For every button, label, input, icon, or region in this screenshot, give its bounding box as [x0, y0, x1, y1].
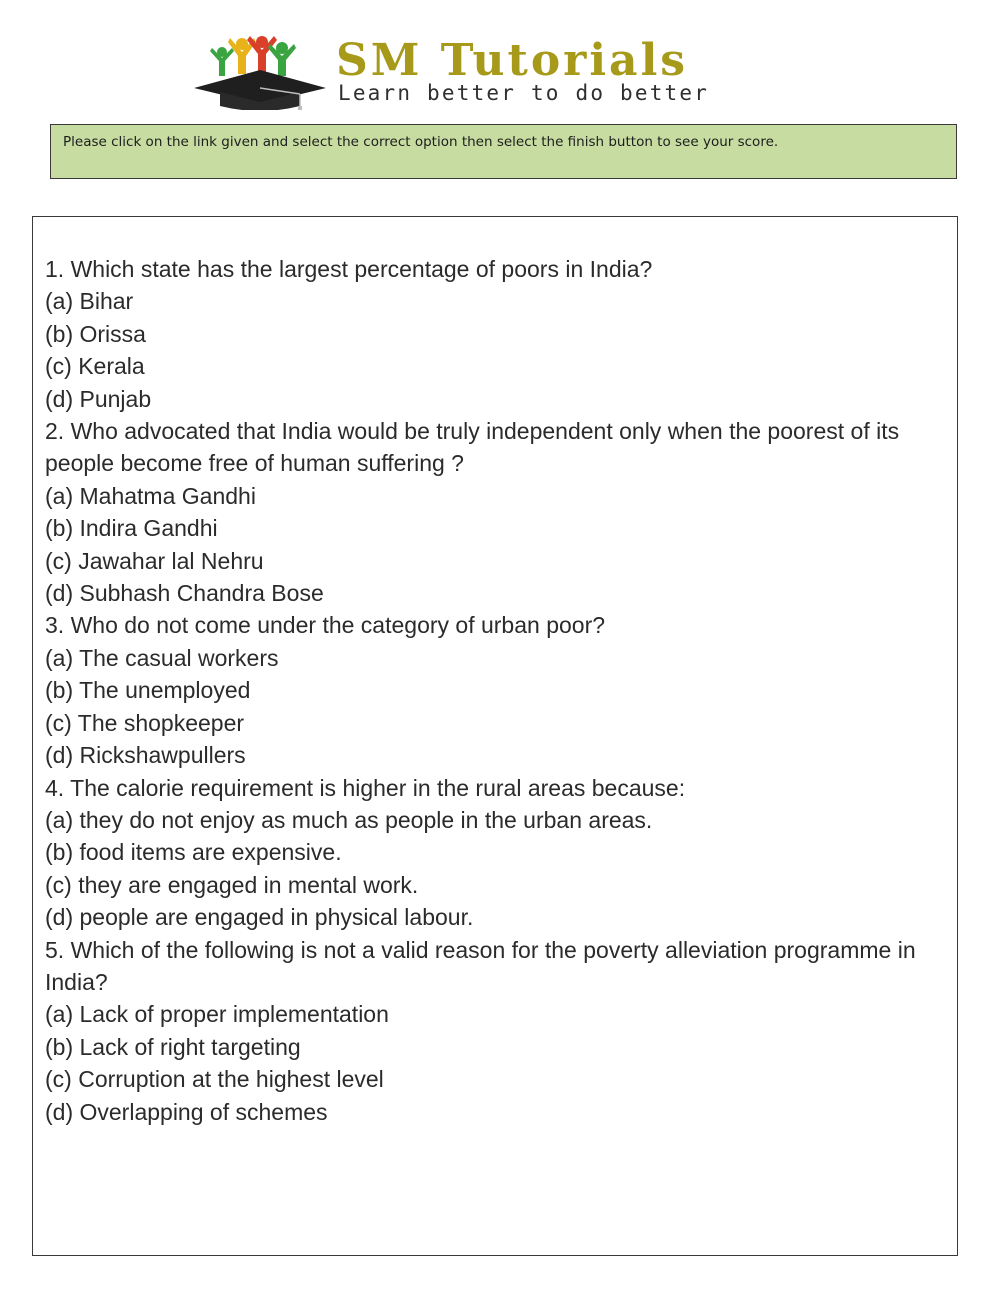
question-block — [45, 253, 950, 415]
quiz-content — [45, 253, 950, 1128]
people-figures — [210, 36, 296, 76]
answer-option[interactable]: (b) food items are expensive. — [45, 839, 342, 866]
answer-option[interactable]: (c) Corruption at the highest level — [45, 1066, 384, 1093]
answer-option[interactable]: (d) Punjab — [45, 385, 152, 412]
question-text: 1. Which state has the largest percentage of poors in India? — [45, 256, 653, 282]
answer-option[interactable]: (a) Lack of proper implementation — [45, 1001, 389, 1028]
quiz-panel — [32, 216, 958, 1256]
answer-option[interactable]: (d) people are engaged in physical labour. — [45, 904, 474, 931]
question-block — [45, 934, 950, 1128]
answer-option[interactable]: (c) they are engaged in mental work. — [45, 871, 419, 898]
answer-option[interactable]: (b) The unemployed — [45, 677, 251, 704]
answer-option[interactable]: (b) Orissa — [45, 320, 146, 347]
answer-option[interactable]: (c) Kerala — [45, 353, 145, 380]
question-text: 3. Who do not come under the category of urban poor? — [45, 612, 606, 639]
question-block — [45, 609, 950, 771]
question-block — [45, 415, 950, 609]
question-text: 4. The calorie requirement is higher in the rural areas because: — [45, 774, 686, 801]
question-block — [45, 772, 950, 934]
answer-option[interactable]: (a) Mahatma Gandhi — [45, 482, 256, 509]
answer-option[interactable]: (a) they do not enjoy as much as people in the urban areas. — [45, 806, 653, 833]
question-text: 2. Who advocated that India would be truly independent only when the poorest of its people become free of human suffering ? — [45, 418, 900, 477]
answer-option[interactable]: (d) Rickshawpullers — [45, 742, 246, 769]
graduation-cap-logo-icon — [190, 30, 330, 110]
answer-option[interactable]: (b) Lack of right targeting — [45, 1033, 301, 1060]
answer-option[interactable]: (c) Jawahar lal Nehru — [45, 547, 264, 574]
instruction-banner — [50, 124, 957, 179]
logo-tagline: Learn better to do better — [338, 81, 710, 105]
logo-title: SM Tutorials — [336, 35, 689, 86]
answer-option[interactable]: (a) The casual workers — [45, 644, 279, 671]
answer-option[interactable]: (c) The shopkeeper — [45, 709, 245, 736]
logo — [190, 30, 850, 110]
question-text: 5. Which of the following is not a valid reason for the poverty alleviation programme in India? — [45, 936, 916, 995]
answer-option[interactable]: (a) Bihar — [45, 288, 134, 315]
answer-option[interactable]: (b) Indira Gandhi — [45, 515, 218, 542]
answer-option[interactable]: (d) Subhash Chandra Bose — [45, 580, 324, 607]
instruction-text: Please click on the link given and select the correct option then select the finish button to see your score. — [63, 134, 779, 150]
answer-option[interactable]: (d) Overlapping of schemes — [45, 1098, 328, 1125]
